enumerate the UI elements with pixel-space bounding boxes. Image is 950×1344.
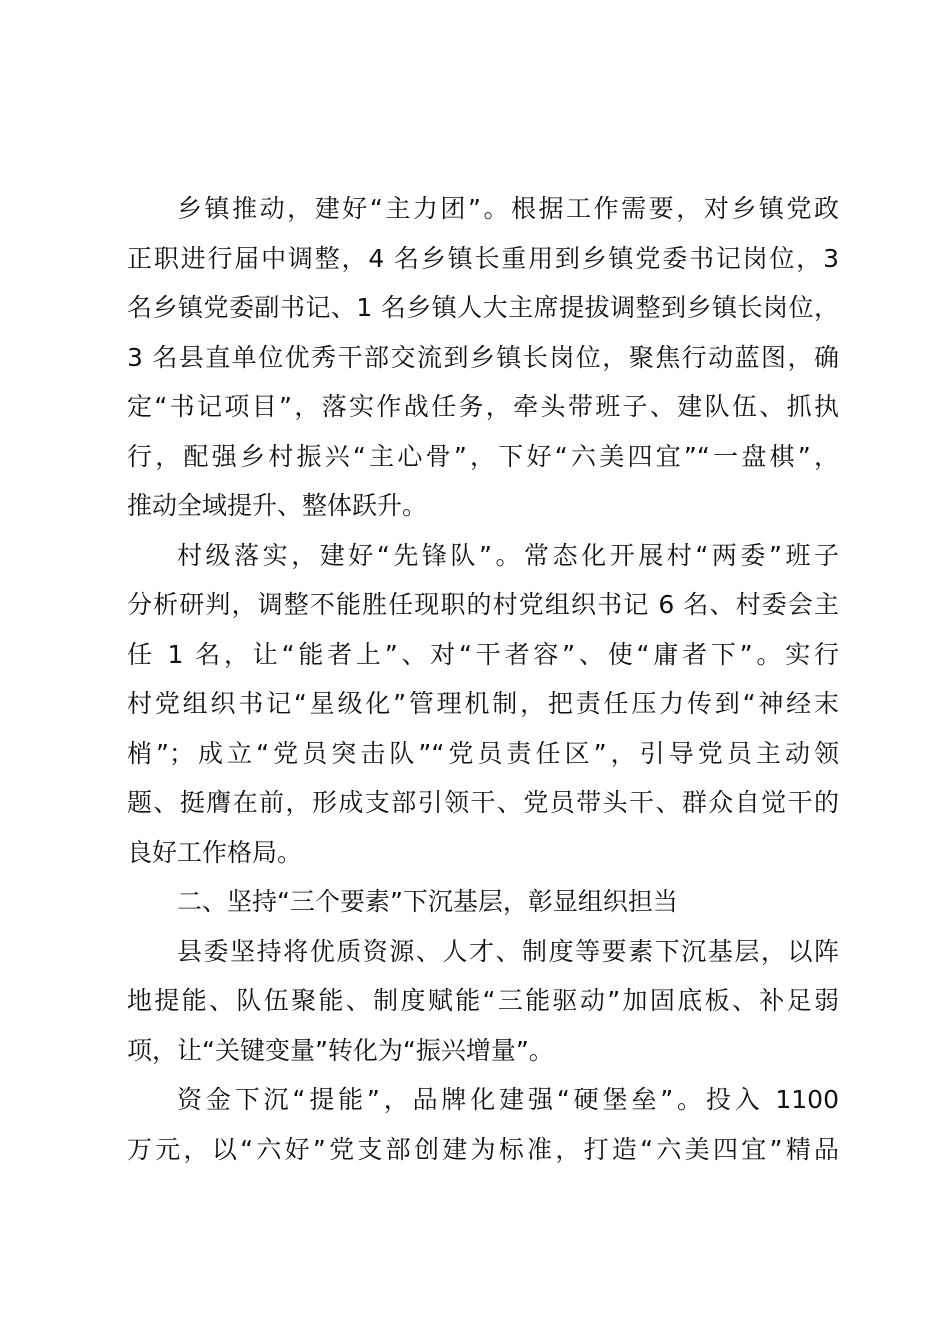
section-heading — [127, 877, 839, 927]
text-line: 村党组织书记“星级化”管理机制，把责任压力传到“神经末 — [127, 689, 839, 718]
text-line: 梢”；成立“党员突击队”“党员责任区”，引导党员主动领 — [127, 738, 839, 768]
text-line: 任 1 名，让“能者上”、对“干者容”、使“庸者下”。实行 — [127, 639, 839, 669]
text-line: 万元，以“六好”党支部创建为标准，打造“六美四宜”精品 — [127, 1134, 839, 1164]
text-line: 良好工作格局。 — [127, 837, 303, 867]
text-line: 县委坚持将优质资源、人才、制度等要素下沉基层，以阵 — [177, 936, 839, 966]
text-line: 资金下沉“提能”，品牌化建强“硬堡垒”。投入 1100 — [177, 1085, 839, 1114]
text-line: 地提能、队伍聚能、制度赋能“三能驱动”加固底板、补足弱 — [127, 986, 839, 1015]
text-line: 村级落实，建好“先锋队”。常态化开展村“两委”班子 — [177, 540, 839, 570]
document-body — [127, 184, 839, 1174]
text-line: 3 名县直单位优秀干部交流到乡镇长岗位，聚焦行动蓝图，确 — [127, 342, 839, 372]
text-line: 正职进行届中调整，4 名乡镇长重用到乡镇党委书记岗位，3 — [127, 243, 839, 273]
text-line: 推动全域提升、整体跃升。 — [127, 491, 428, 520]
section-heading-text: 二、坚持“三个要素”下沉基层，彰显组织担当 — [177, 887, 678, 916]
text-line: 名乡镇党委副书记、1 名乡镇人大主席提拔调整到乡镇长岗位， — [127, 293, 839, 322]
paragraph-funding — [127, 1075, 839, 1174]
paragraph-township — [127, 184, 839, 531]
text-line: 乡镇推动，建好“主力团”。根据工作需要，对乡镇党政 — [177, 194, 839, 223]
text-line: 行，配强乡村振兴“主心骨”，下好“六美四宜”“一盘棋”， — [127, 441, 839, 471]
text-line: 分析研判，调整不能胜任现职的村党组织书记 6 名、村委会主 — [127, 590, 839, 619]
paragraph-village — [127, 531, 839, 878]
text-line: 题、挺膺在前，形成支部引领干、党员带头干、群众自觉干的 — [127, 788, 839, 817]
paragraph-county — [127, 927, 839, 1076]
text-line: 项，让“关键变量”转化为“振兴增量”。 — [127, 1035, 554, 1065]
text-line: 定“书记项目”，落实作战任务，牵头带班子、建队伍、抓执 — [127, 392, 839, 421]
